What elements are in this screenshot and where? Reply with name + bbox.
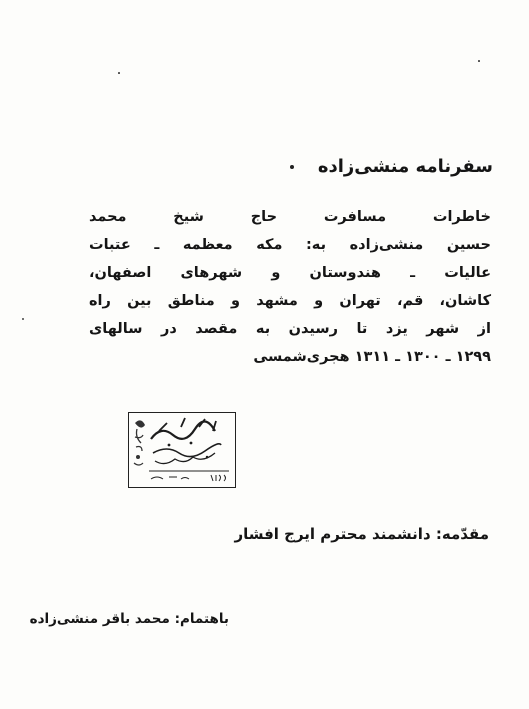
editor-credit: باهتمام: محمد باقر منشی‌زاده bbox=[29, 611, 229, 627]
description-line: از شهر یزد تا رسیدن به مقصد در سالهای bbox=[89, 321, 491, 337]
description-line: عالیات ـ هندوستان و شهرهای اصفهان، bbox=[89, 265, 491, 281]
library-stamp bbox=[128, 412, 236, 488]
book-description bbox=[89, 203, 491, 371]
introduction-credit: مقدّمه: دانشمند محترم ایرج افشار bbox=[234, 525, 489, 543]
library-stamp-graphic bbox=[129, 413, 234, 486]
scan-speck bbox=[22, 318, 24, 320]
scan-speck bbox=[478, 60, 480, 62]
description-line: ۱۲۹۹ ـ ۱۳۰۰ ـ ۱۳۱۱ هجری‌شمسی bbox=[253, 349, 491, 365]
book-title-text: سفرنامه منشی‌زاده bbox=[317, 156, 493, 177]
scan-speck bbox=[118, 72, 120, 74]
book-title bbox=[93, 156, 493, 177]
description-line: کاشان، قم، تهران و مشهد و مناطق بین راه bbox=[89, 293, 491, 309]
title-dot bbox=[290, 165, 294, 169]
description-line: حسین منشی‌زاده به: مکه معظمه ـ عتبات bbox=[89, 237, 491, 253]
description-line: خاطرات مسافرت حاج شیخ محمد bbox=[89, 209, 491, 225]
